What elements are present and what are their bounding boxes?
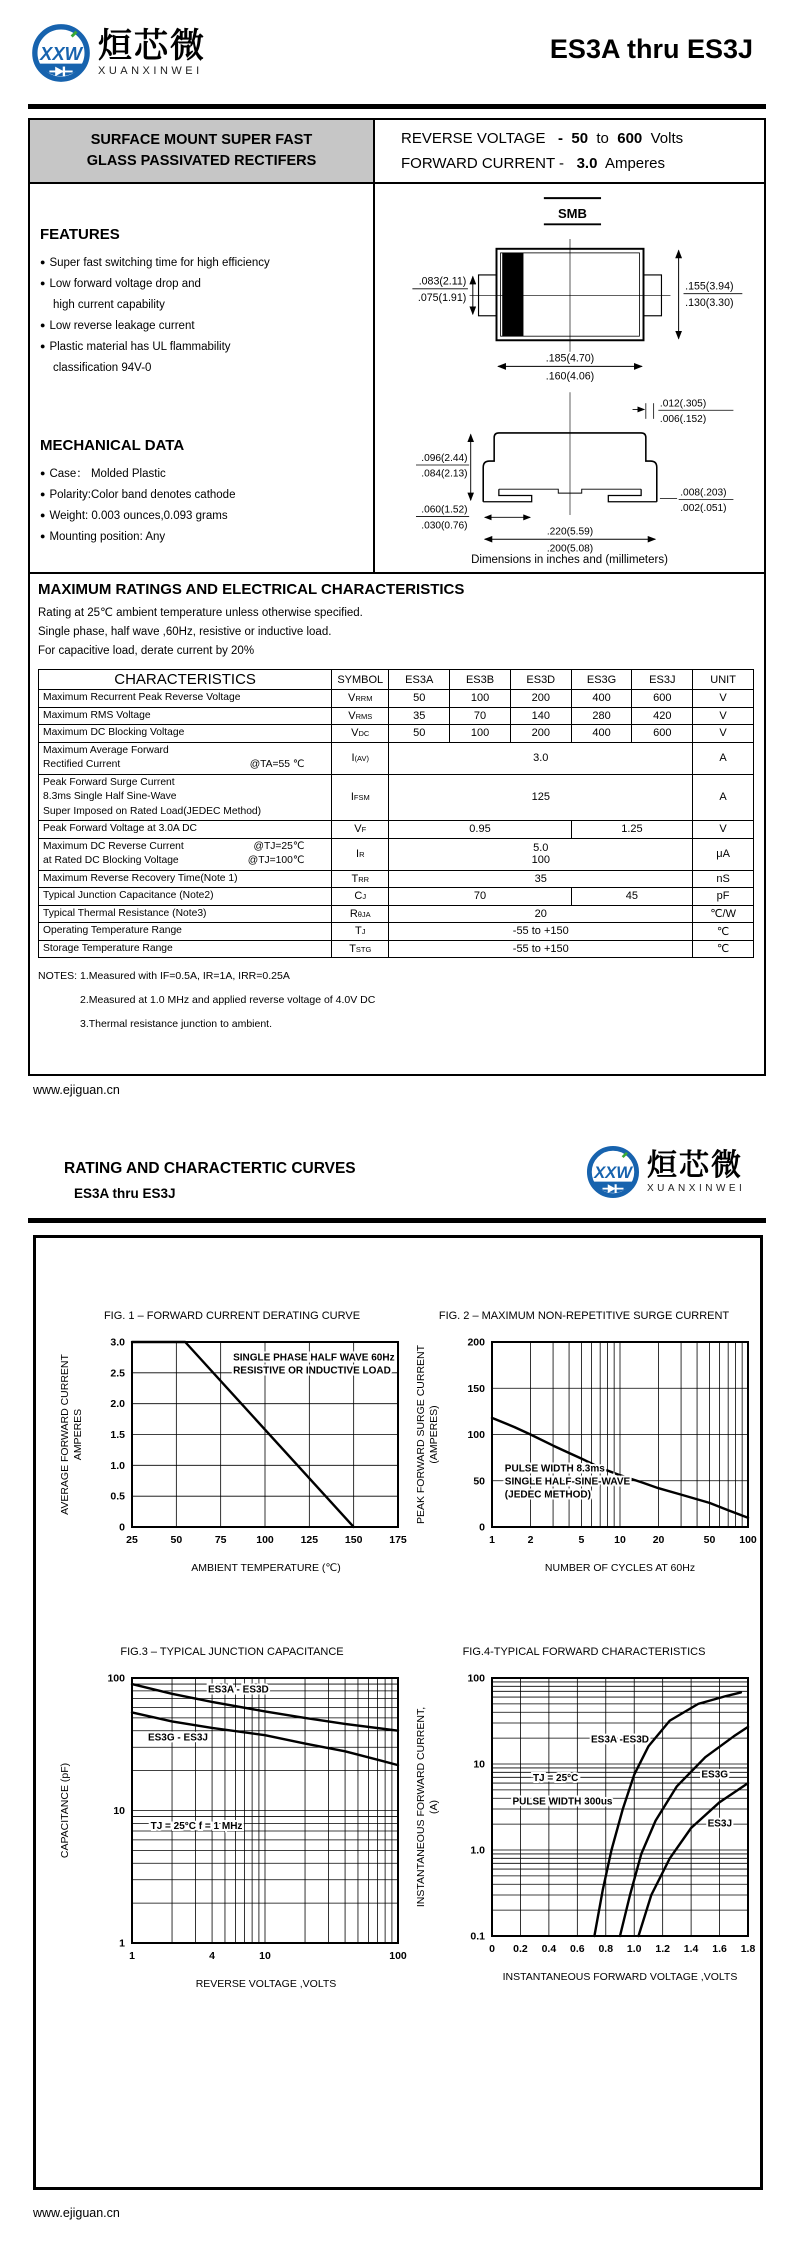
svg-text:AMPERES: AMPERES <box>72 1408 84 1461</box>
chart-title: FIG.3 – TYPICAL JUNCTION CAPACITANCE <box>120 1646 344 1658</box>
svg-text:SINGLE PHASE HALF WAVE 60Hz: SINGLE PHASE HALF WAVE 60Hz <box>233 1352 395 1364</box>
characteristic-name: Maximum DC Reverse Current @TJ=25℃ at Rated DC Blocking Voltage @TJ=100℃ <box>39 838 332 870</box>
symbol-cell: I(AV) <box>332 742 389 774</box>
value-cell: 280 <box>571 707 632 725</box>
svg-text:ES3A - ES3D: ES3A - ES3D <box>208 1684 269 1696</box>
feature-item: ● Plastic material has UL flammability <box>40 337 361 358</box>
svg-text:1: 1 <box>489 1534 495 1546</box>
mechanical-item: ● Mounting position: Any <box>40 527 361 548</box>
value-cell: 100 <box>450 690 511 708</box>
svg-text:3.0: 3.0 <box>110 1336 125 1349</box>
svg-text:XXW: XXW <box>594 1163 632 1183</box>
svg-text:0.4: 0.4 <box>541 1943 557 1955</box>
table-header-row <box>39 670 754 690</box>
symbol-cell: CJ <box>332 888 389 906</box>
column-header: UNIT <box>693 670 754 690</box>
svg-text:INSTANTANEOUS FORWARD CURRENT,: INSTANTANEOUS FORWARD CURRENT, <box>415 1706 427 1908</box>
svg-text:ES3J: ES3J <box>707 1818 733 1830</box>
svg-text:4: 4 <box>209 1950 215 1962</box>
svg-text:175: 175 <box>389 1534 407 1546</box>
value-cell: 70 <box>450 707 511 725</box>
brand-name-cn: 烜芯微 <box>98 27 206 65</box>
svg-text:150: 150 <box>344 1534 363 1546</box>
feature-item: ● Low reverse leakage current <box>40 316 361 337</box>
mechanical-list <box>40 464 361 548</box>
svg-text:100: 100 <box>467 1429 485 1441</box>
dim-label: .075(1.91) <box>417 292 466 305</box>
svg-text:0.1: 0.1 <box>470 1930 485 1943</box>
table-row <box>39 870 754 888</box>
ratings-intro-line: Rating at 25℃ ambient temperature unless otherwise specified. <box>38 607 363 619</box>
svg-text:10: 10 <box>614 1534 626 1546</box>
dim-label: .083(2.11) <box>418 275 466 288</box>
symbol-cell: VRRM <box>332 690 389 708</box>
page-title: ES3A thru ES3J <box>549 34 753 64</box>
dim-label: .130(3.30) <box>684 296 734 309</box>
svg-text:0: 0 <box>489 1943 495 1955</box>
svg-text:PEAK FORWARD SURGE CURRENT: PEAK FORWARD SURGE CURRENT <box>415 1344 427 1525</box>
svg-text:50: 50 <box>170 1534 183 1546</box>
svg-text:100: 100 <box>389 1950 407 1962</box>
value-cell: 20 <box>389 905 693 923</box>
reverse-voltage-line: REVERSE VOLTAGE - 50 to 600 Volts <box>401 130 684 147</box>
table-row <box>39 838 754 870</box>
chart-canvas <box>408 1328 760 1553</box>
svg-text:CAPACITANCE (pF): CAPACITANCE (pF) <box>59 1762 71 1859</box>
characteristic-name: Storage Temperature Range <box>39 940 332 958</box>
unit-cell: V <box>693 707 754 725</box>
bullet-icon: ● <box>40 320 46 330</box>
package-side-view-drawing <box>394 386 746 558</box>
table-row <box>39 774 754 821</box>
value-cell: 0.95 <box>389 821 571 839</box>
unit-cell: μA <box>693 838 754 870</box>
svg-text:(A): (A) <box>428 1800 440 1814</box>
svg-text:0.8: 0.8 <box>598 1943 614 1955</box>
table-row <box>39 923 754 941</box>
svg-text:ES3A -ES3D: ES3A -ES3D <box>591 1734 649 1746</box>
column-header: ES3B <box>450 670 511 690</box>
characteristic-name: Peak Forward Surge Current 8.3ms Single Half Sine-Wave Super Imposed on Rated Load(JEDEC Method) <box>39 774 332 821</box>
value-cell: 400 <box>571 725 632 743</box>
unit-cell: nS <box>693 870 754 888</box>
svg-text:0: 0 <box>479 1521 485 1534</box>
value-cell: 45 <box>571 888 693 906</box>
chart-title: FIG. 2 – MAXIMUM NON-REPETITIVE SURGE CURRENT <box>438 1310 730 1322</box>
bullet-icon: ● <box>40 341 46 351</box>
svg-text:1.6: 1.6 <box>712 1943 727 1955</box>
svg-text:1: 1 <box>129 1950 135 1962</box>
chart-fig1 <box>52 1310 412 1574</box>
features-list <box>40 253 361 379</box>
svg-text:150: 150 <box>467 1382 485 1395</box>
value-cell: 35 <box>389 707 450 725</box>
symbol-cell: VDC <box>332 725 389 743</box>
symbol-cell: TSTG <box>332 940 389 958</box>
brand-name-cn: 烜芯微 <box>647 1148 743 1182</box>
ratings-table <box>38 669 754 958</box>
chart-xlabel: REVERSE VOLTAGE ,VOLTS <box>195 1978 337 1990</box>
value-cell: 420 <box>632 707 693 725</box>
mechanical-heading: MECHANICAL DATA <box>40 437 185 454</box>
symbol-cell: IFSM <box>332 774 389 821</box>
symbol-cell: VF <box>332 821 389 839</box>
svg-text:ES3G: ES3G <box>701 1769 729 1781</box>
column-header: ES3A <box>389 670 450 690</box>
ratings-intro-line: For capacitive load, derate current by 20% <box>38 645 255 657</box>
chart-canvas <box>408 1664 760 1962</box>
characteristic-name: Peak Forward Voltage at 3.0A DC <box>39 821 332 839</box>
ratings-intro <box>38 604 754 661</box>
symbol-cell: RθJA <box>332 905 389 923</box>
unit-cell: V <box>693 725 754 743</box>
mechanical-item: ● Polarity:Color band denotes cathode <box>40 485 361 506</box>
chart-canvas <box>52 1328 410 1553</box>
features-column <box>30 184 375 572</box>
bullet-icon: ● <box>40 278 46 288</box>
unit-cell: V <box>693 690 754 708</box>
bullet-icon: ● <box>40 489 46 499</box>
package-top-view-drawing <box>394 190 746 386</box>
svg-text:1.0: 1.0 <box>626 1943 642 1955</box>
brand-logo <box>30 22 206 84</box>
table-row <box>39 690 754 708</box>
symbol-cell: TRR <box>332 870 389 888</box>
dim-label: .200(5.08) <box>546 543 593 555</box>
svg-text:0.5: 0.5 <box>110 1490 125 1503</box>
header-rule <box>28 104 766 109</box>
svg-text:100: 100 <box>739 1534 757 1546</box>
page2-rule <box>28 1218 766 1223</box>
note-line: 2.Measured at 1.0 MHz and applied reverse voltage of 4.0V DC <box>80 994 376 1006</box>
chart-canvas <box>52 1664 410 1969</box>
brand-name-en: XUANXINWEI <box>98 65 203 77</box>
svg-text:0.6: 0.6 <box>570 1943 585 1955</box>
value-cell: 140 <box>510 707 571 725</box>
value-cell: 5.0 100 <box>389 838 693 870</box>
table-row <box>39 725 754 743</box>
subtitle-row <box>30 120 764 184</box>
ratings-section <box>30 572 764 958</box>
value-cell: 50 <box>389 690 450 708</box>
chart-fig4 <box>408 1646 760 1983</box>
footer-url-page2: www.ejiguan.cn <box>33 2206 120 2220</box>
characteristic-name: Operating Temperature Range <box>39 923 332 941</box>
dim-label: .220(5.59) <box>546 526 593 538</box>
characteristic-name: Maximum DC Blocking Voltage <box>39 725 332 743</box>
footer-url-page1: www.ejiguan.cn <box>33 1083 120 1097</box>
brand-name-en: XUANXINWEI <box>647 1182 746 1194</box>
note-line: NOTES: 1.Measured with IF=0.5A, IR=1A, IRR=0.25A <box>38 970 290 982</box>
features-package-row <box>30 184 764 572</box>
svg-text:100: 100 <box>256 1534 274 1546</box>
svg-text:RESISTIVE OR INDUCTIVE LOAD: RESISTIVE OR INDUCTIVE LOAD <box>233 1365 391 1377</box>
curves-heading: RATING AND CHARACTERTIC CURVES <box>64 1160 356 1177</box>
subtitle-line2: GLASS PASSIVATED RECTIFERS <box>86 153 317 169</box>
value-cell: 200 <box>510 690 571 708</box>
unit-cell: pF <box>693 888 754 906</box>
svg-text:PULSE WIDTH 8.3ms: PULSE WIDTH 8.3ms <box>504 1463 605 1475</box>
mechanical-item: ● Case： Molded Plastic <box>40 464 361 485</box>
unit-cell: V <box>693 821 754 839</box>
dim-label: .160(4.06) <box>545 370 594 383</box>
svg-text:XXW: XXW <box>40 42 82 64</box>
dim-label: .030(0.76) <box>420 520 468 532</box>
forward-current-line: FORWARD CURRENT - 3.0 Amperes <box>401 155 665 172</box>
feature-item: high current capability <box>53 299 165 311</box>
ratings-intro-line: Single phase, half wave ,60Hz, resistive or inductive load. <box>38 626 332 638</box>
chart-fig3 <box>52 1646 412 1990</box>
product-subtitle <box>30 120 375 182</box>
dim-label: .008(.203) <box>679 487 727 499</box>
svg-text:AVERAGE FORWARD CURRENT: AVERAGE FORWARD CURRENT <box>59 1354 71 1515</box>
value-cell: 1.25 <box>571 821 693 839</box>
value-cell: 50 <box>389 725 450 743</box>
svg-text:1.0: 1.0 <box>470 1844 485 1857</box>
features-heading: FEATURES <box>40 226 120 243</box>
dim-label: .006(.152) <box>659 413 706 425</box>
bullet-icon: ● <box>40 531 46 541</box>
svg-text:0.2: 0.2 <box>513 1943 528 1955</box>
characteristic-name: Maximum Reverse Recovery Time(Note 1) <box>39 870 332 888</box>
unit-cell: A <box>693 774 754 821</box>
package-column <box>375 184 764 572</box>
table-row <box>39 940 754 958</box>
symbol-cell: TJ <box>332 923 389 941</box>
svg-text:1.5: 1.5 <box>110 1429 125 1441</box>
svg-text:PULSE WIDTH 300us: PULSE WIDTH 300us <box>512 1796 613 1808</box>
feature-item: ● Super fast switching time for high efficiency <box>40 253 361 274</box>
svg-text:ES3G - ES3J: ES3G - ES3J <box>147 1732 208 1744</box>
characteristic-name: Maximum RMS Voltage <box>39 707 332 725</box>
bullet-icon: ● <box>40 468 46 478</box>
unit-cell: A <box>693 742 754 774</box>
brand-logo-icon <box>585 1144 641 1200</box>
svg-text:100: 100 <box>467 1672 485 1685</box>
value-cell: 200 <box>510 725 571 743</box>
table-row <box>39 888 754 906</box>
value-cell: 600 <box>632 725 693 743</box>
characteristic-name: Maximum Average Forward Rectified Current @TA=55 ℃ <box>39 742 332 774</box>
table-row <box>39 821 754 839</box>
svg-text:2: 2 <box>527 1534 534 1546</box>
unit-cell: ℃/W <box>693 905 754 923</box>
column-header: ES3G <box>571 670 632 690</box>
characteristic-name: Typical Junction Capacitance (Note2) <box>39 888 332 906</box>
value-cell: 70 <box>389 888 571 906</box>
table-row <box>39 905 754 923</box>
dim-label: .002(.051) <box>679 503 727 515</box>
curves-box <box>33 1235 763 2190</box>
dim-label: .155(3.94) <box>684 280 734 293</box>
svg-text:10: 10 <box>473 1758 485 1771</box>
chart-fig2 <box>408 1310 760 1574</box>
column-header: ES3D <box>510 670 571 690</box>
unit-cell: ℃ <box>693 923 754 941</box>
package-name-label: SMB <box>557 205 587 221</box>
table-row <box>39 742 754 774</box>
svg-text:1.2: 1.2 <box>655 1943 670 1955</box>
bullet-icon: ● <box>40 257 46 267</box>
table-row <box>39 707 754 725</box>
svg-text:SINGLE HALF-SINE-WAVE: SINGLE HALF-SINE-WAVE <box>504 1476 631 1488</box>
note-line: 3.Thermal resistance junction to ambient. <box>80 1018 273 1030</box>
key-ratings <box>375 120 764 182</box>
svg-text:5: 5 <box>578 1534 585 1546</box>
feature-item: ● Low forward voltage drop and <box>40 274 361 295</box>
column-header: ES3J <box>632 670 693 690</box>
svg-text:1: 1 <box>119 1937 125 1950</box>
brand-logo-page2 <box>585 1144 745 1200</box>
svg-text:TJ = 25°C f = 1 MHz: TJ = 25°C f = 1 MHz <box>150 1821 243 1833</box>
chart-title: FIG. 1 – FORWARD CURRENT DERATING CURVE <box>103 1310 361 1322</box>
chart-xlabel: INSTANTANEOUS FORWARD VOLTAGE ,VOLTS <box>502 1971 738 1983</box>
column-header: SYMBOL <box>332 670 389 690</box>
svg-text:(JEDEC METHOD): (JEDEC METHOD) <box>504 1489 591 1501</box>
characteristic-name: Typical Thermal Resistance (Note3) <box>39 905 332 923</box>
curves-subheading: ES3A thru ES3J <box>74 1186 176 1201</box>
value-cell: 3.0 <box>389 742 693 774</box>
value-cell: 400 <box>571 690 632 708</box>
svg-text:10: 10 <box>113 1805 125 1817</box>
notes-block <box>30 958 764 1036</box>
feature-item: classification 94V-0 <box>53 362 152 374</box>
svg-text:200: 200 <box>467 1336 485 1349</box>
value-cell: 125 <box>389 774 693 821</box>
value-cell: -55 to +150 <box>389 940 693 958</box>
svg-text:25: 25 <box>126 1534 138 1546</box>
dim-label: .096(2.44) <box>420 453 468 465</box>
svg-text:TJ = 25°C: TJ = 25°C <box>532 1773 579 1785</box>
chart-xlabel: NUMBER OF CYCLES AT 60Hz <box>544 1562 696 1574</box>
svg-text:50: 50 <box>473 1475 485 1488</box>
unit-cell: ℃ <box>693 940 754 958</box>
svg-text:0: 0 <box>119 1521 125 1534</box>
svg-text:10: 10 <box>259 1950 271 1962</box>
symbol-cell: IR <box>332 838 389 870</box>
dim-label: .185(4.70) <box>545 352 594 365</box>
value-cell: 600 <box>632 690 693 708</box>
svg-text:125: 125 <box>300 1534 319 1546</box>
value-cell: 100 <box>450 725 511 743</box>
ratings-title: MAXIMUM RATINGS AND ELECTRICAL CHARACTERISTICS <box>38 581 465 598</box>
chart-xlabel: AMBIENT TEMPERATURE (℃) <box>191 1562 341 1574</box>
chart-title: FIG.4-TYPICAL FORWARD CHARACTERISTICS <box>462 1646 706 1658</box>
svg-text:1.8: 1.8 <box>740 1943 756 1955</box>
dim-label: .012(.305) <box>659 398 706 410</box>
value-cell: -55 to +150 <box>389 923 693 941</box>
svg-text:2.5: 2.5 <box>110 1367 125 1380</box>
bullet-icon: ● <box>40 510 46 520</box>
mechanical-item: ● Weight: 0.003 ounces,0.093 grams <box>40 506 361 527</box>
svg-text:2.0: 2.0 <box>110 1398 125 1411</box>
characteristic-name: Maximum Recurrent Peak Reverse Voltage <box>39 690 332 708</box>
dimensions-caption: Dimensions in inches and (millimeters) <box>471 554 668 566</box>
symbol-cell: VRMS <box>332 707 389 725</box>
brand-logo-icon <box>30 22 92 84</box>
subtitle-line1: SURFACE MOUNT SUPER FAST <box>90 132 313 148</box>
dim-label: .084(2.13) <box>420 468 468 480</box>
dim-label: .060(1.52) <box>420 504 468 516</box>
ratings-table-body <box>39 690 754 958</box>
svg-text:50: 50 <box>703 1534 716 1546</box>
datasheet-main-box <box>28 118 766 1076</box>
svg-text:1.0: 1.0 <box>110 1459 125 1472</box>
svg-text:75: 75 <box>214 1534 227 1546</box>
svg-text:20: 20 <box>652 1534 665 1546</box>
column-header: CHARACTERISTICS <box>39 670 332 690</box>
svg-text:100: 100 <box>107 1672 125 1685</box>
value-cell: 35 <box>389 870 693 888</box>
svg-text:1.4: 1.4 <box>683 1943 699 1955</box>
svg-text:(AMPERES): (AMPERES) <box>428 1405 440 1464</box>
